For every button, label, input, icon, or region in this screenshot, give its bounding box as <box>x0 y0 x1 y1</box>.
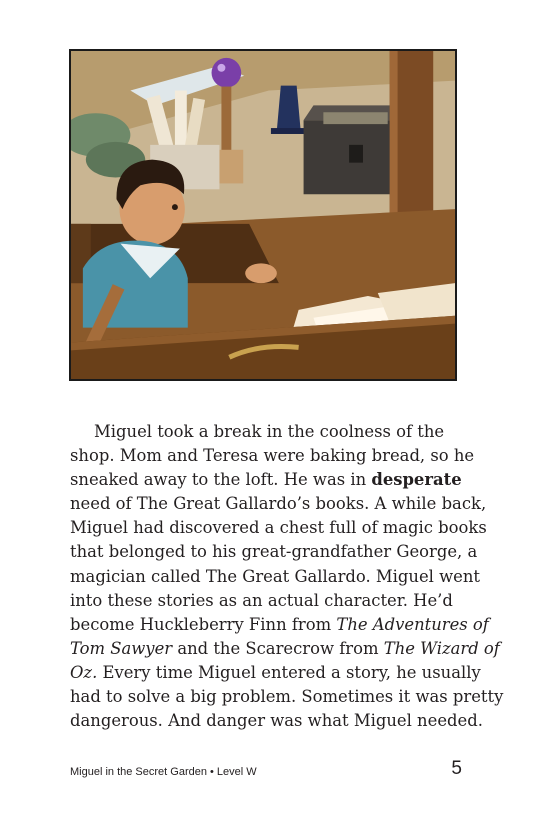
story-line-6: that belonged to his great-grandfather George, a <box>70 542 478 562</box>
story-line-10-text: and the Scarecrow from <box>172 638 384 658</box>
story-line-3 <box>70 468 470 492</box>
story-line-12: had to solve a big problem. Sometimes it was pretty <box>70 687 504 707</box>
page-number: 5 <box>451 758 462 779</box>
book-title-adventures-part2: Tom Sawyer <box>70 638 173 658</box>
story-text <box>70 420 504 733</box>
book-title-adventures-part1: The Adventures of <box>336 614 489 634</box>
book-title-wizard-part1: The Wizard of <box>383 638 500 658</box>
story-line-5: Miguel had discovered a chest full of magic books <box>70 518 487 538</box>
story-line-13: dangerous. And danger was what Miguel needed. <box>70 711 483 731</box>
story-line-1: Miguel took a break in the coolness of the <box>94 422 445 441</box>
vocabulary-word: desperate <box>371 470 462 490</box>
story-line-8: into these stories as an actual character. He’d <box>70 590 453 610</box>
story-line-11 <box>70 661 481 685</box>
footer-book-title: Miguel in the Secret Garden • Level W <box>70 766 257 778</box>
story-line-9-text: become Huckleberry Finn from <box>70 614 337 634</box>
story-illustration <box>69 49 457 381</box>
story-line-7: magician called The Great Gallardo. Miguel went <box>70 566 480 586</box>
story-line-9 <box>70 613 489 637</box>
book-title-wizard-part2: Oz. <box>70 662 98 682</box>
story-line-11-text: Every time Miguel entered a story, he usually <box>97 662 481 682</box>
story-line-3-text: sneaked away to the loft. He was in <box>70 470 372 490</box>
story-line-2: shop. Mom and Teresa were baking bread, so he <box>70 446 475 466</box>
story-line-10 <box>70 637 500 661</box>
story-line-4: need of The Great Gallardo’s books. A while back, <box>70 494 487 514</box>
loft-scene-illustration <box>71 51 455 379</box>
